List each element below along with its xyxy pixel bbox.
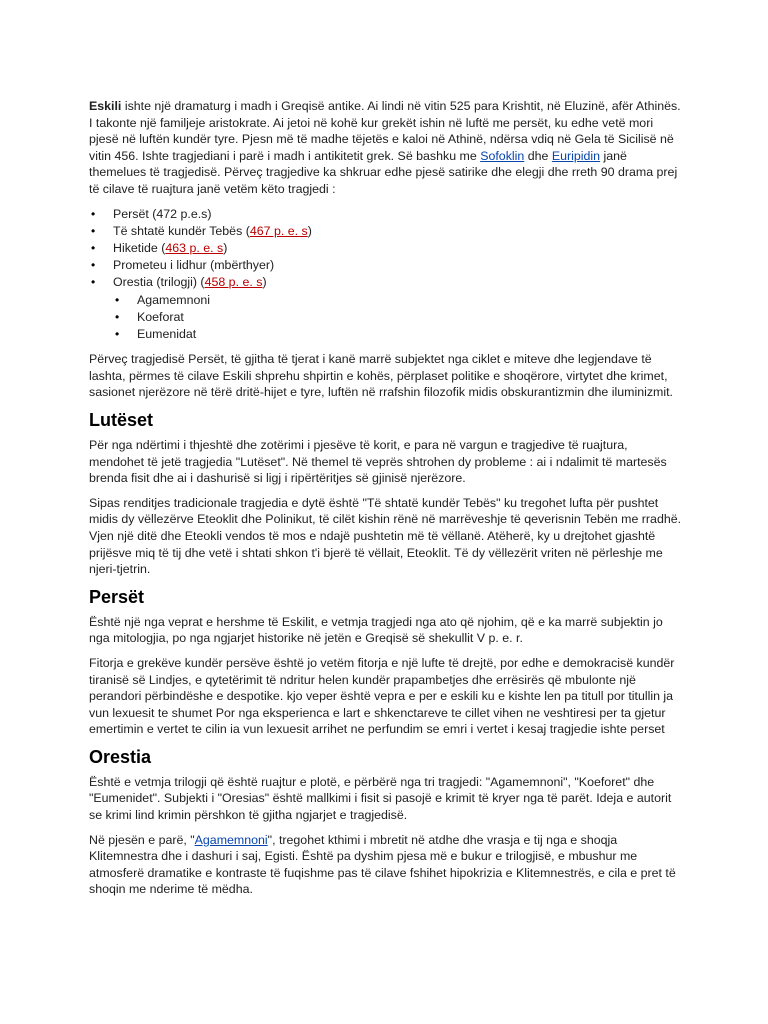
article-subject-name: Eskili — [89, 99, 122, 113]
works-list — [89, 206, 682, 344]
paragraph-after-list: Përveç tragjedisë Persët, të gjitha të tjerat i kanë marrë subjektet nga ciklet e miteve dhe legjendave të lashta, përmes të cilave Eskili shprehu shpirtin e kohës, përplaset politike e shoqërore, virtytet dhe krimet, sasionet njerëzore në tërë dritë-hijet e tyre, luftën në rrafshin filozofik midis obskurantizmin dhe iluminizmit. — [89, 352, 673, 400]
orestia-paragraph-1: Është e vetmja trilogji që është ruajtur e plotë, e përbërë nga tri tragjedi: "Agamemnoni", "Koeforet" dhe "Eumenidet". Subjekti i "Oresias" është mallkimi i fisit si pasojë e krimit të kryer nga të parët. Ideja e autorit se krimi lind krimin përshkon të gjitha ngjarjet e tragjedisë. — [89, 774, 672, 823]
list-item-works-0 — [89, 206, 682, 223]
link-agamemnoni[interactable]: Agamemnoni — [194, 832, 268, 847]
work-title: Të shtatë kundër Tebës ( — [113, 223, 250, 238]
orestia-p2-post: ", tregohet kthimi i mbretit në atdhe dhe vrasja e tij nga e shoqja Klitemnestra dhe i dashuri i saj, Egisti. Është pa dyshim pjesa më e bukur e trilogjisë, e mbushur me atmosferë dramatike e kontraste të fuqishme pas të cilave fshihet hipokrizia e Klitemnestrës, e cila e pret të shoqin me nderime të mëdha. — [89, 832, 676, 897]
link-year-458[interactable]: 458 p. e. s — [204, 275, 263, 290]
work-title-suffix: ) — [223, 240, 228, 255]
list-item-works-3 — [89, 257, 682, 274]
intro-paragraph — [89, 98, 682, 198]
work-title: Orestia (trilogji) ( — [113, 275, 205, 290]
lutuset-paragraph-1: Për nga ndërtimi i thjeshtë dhe zotërimi i pjesëve të korit, e para në vargun e tragjedive të ruajtura, mendohet të jetë tragjedia "Lutëset". Në themel të veprës shtrohen dy probleme : ai i ndalimit të martesës brenda fisit dhe ai i dashurisë si ligj i ripërtëritjes së gjinisë njerëzore. — [89, 437, 667, 486]
list-item-works-1 — [89, 223, 682, 240]
link-year-467[interactable]: 467 p. e. s — [249, 223, 308, 238]
link-euripidin[interactable]: Euripidin — [551, 148, 601, 163]
work-title: Persët (472 p.e.s) — [113, 206, 212, 221]
orestia-paragraph-2 — [89, 832, 682, 898]
intro-text-1: ishte një dramaturg i madh i Greqisë antike. Ai lindi në vitin 525 para Krishtit, në Eluzinë, afër Athinës. I takonte një familjeje aristokrate. Ai jetoi në kohë kur grekët ishin në luftë me persët, ku edhe vetë mori pjesë në luftën kundër tyre. Pjesn më të madhe tëjetës e kaloi në Athinë, ndërsa vdiq në Gela të Sicilisë në vitin 456. Ishte tragjediani i parë i madh i antikitetit grek. Së bashku me — [89, 99, 681, 163]
work-title-suffix: ) — [307, 223, 312, 238]
work-title: Hiketide ( — [113, 240, 166, 255]
heading-orestia: Orestia — [89, 746, 152, 767]
orestia-parts-list — [113, 292, 682, 344]
heading-perset: Persët — [89, 586, 145, 607]
heading-lutuset: Lutëset — [89, 409, 154, 430]
list-item-orestia-1: • Koeforat — [113, 309, 682, 326]
list-item-works-4 — [89, 274, 682, 343]
link-year-463[interactable]: 463 p. e. s — [165, 240, 224, 255]
perset-paragraph-2: Fitorja e grekëve kundër persëve është jo vetëm fitorja e një lufte të drejtë, por edhe e demokracisë kundër tiranisë së Lindjes, e qytetërimit të ndritur helen kundër prapambetjes dhe errësirës që mbulonte një perandori përbindëshe e despotike. kjo veper është vepra e per e eskili ku e kishte len pa titull por titullin ja vun lexuesit te shumet Por nga eksperienca e lart e shkenctareve te cillet vihen ne veshtiresi per ta gjetur emertimin e vertet te cilin ia vun lexuesit arrihet ne perfundim se emri i vertet i kesaj tragjedie ishte perset — [89, 655, 675, 737]
list-item-orestia-0: • Agamemnoni — [113, 292, 682, 309]
orestia-p2-pre: Në pjesën e parë, " — [89, 832, 195, 847]
intro-text-2: dhe — [524, 148, 552, 163]
work-title-suffix: ) — [262, 275, 267, 290]
link-sofoklin[interactable]: Sofoklin — [480, 148, 525, 163]
lutuset-paragraph-2: Sipas renditjes tradicionale tragjedia e dytë është "Të shtatë kundër Tebës" ku tregohet lufta për pushtet midis dy vëllezërve Eteoklit dhe Polinikut, të cilët kishin rënë në marrëveshje të qeverisnin Tebën me rradhë. Vjen një ditë dhe Eteokli vendos të mos e ndajë pushtetin më të vëllanë. Atëherë, ky u drejtohet gjashtë prijësve miq të tij dhe vetë i shtati shkon t'i bjerë të vëllait, Eteoklit. Të dy vëllezërit vriten në përleshje me njeri-tjetrin. — [89, 495, 682, 577]
work-title: Prometeu i lidhur (mbërthyer) — [113, 258, 275, 273]
list-item-orestia-2: • Eumenidat — [113, 326, 682, 343]
list-item-works-2 — [89, 240, 682, 257]
intro-text-3: janë themelues të tragjedisë. Përveç tragjedive ka shkruar edhe pjesë satirike dhe elegji dhe rreth 90 drama prej të cilave të ruajtura janë vetëm këto tragjedi : — [89, 148, 678, 196]
perset-paragraph-1: Është një nga veprat e hershme të Eskilit, e vetmja tragjedi nga ato që njohim, që e ka marrë subjektin jo nga mitologjia, po nga ngjarjet historike në jetën e Greqisë së shekullit V p. e. r. — [89, 614, 663, 646]
